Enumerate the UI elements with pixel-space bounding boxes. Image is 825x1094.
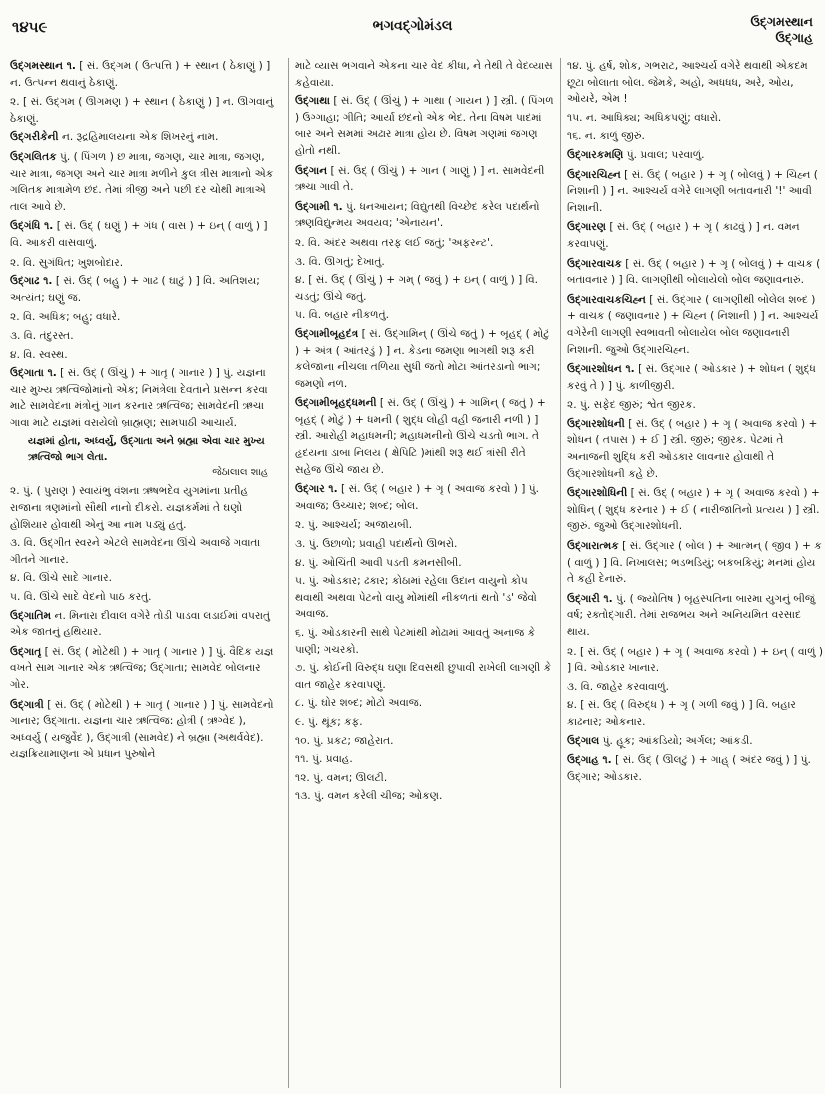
- dictionary-entry: [10, 273, 278, 306]
- definition-text: ૧૦. પું. પ્રકટ; જાહેરાત.: [295, 734, 394, 747]
- definition-text: ૪. [ સં. ઉદ્ ( વિરુદ્ધ ) + ગૃ ( ગળી જવું ) ] વિ. બહાર કાઢનાર; ઓકનાર.: [567, 699, 796, 728]
- definition-text: ૨. વિ. અંદર અથવા તરફ લઈ જતું; 'અફરન્ટ'.: [295, 236, 494, 249]
- dictionary-entry: [10, 697, 278, 763]
- entry-sense: [295, 536, 555, 553]
- dictionary-entry: [567, 147, 823, 164]
- entry-sense: [10, 347, 278, 364]
- definition-text: ૧૧. પું. પ્રવાહ.: [295, 753, 353, 766]
- definition-text: ૩. વિ. ઉદ્ગીત સ્વરને એટલે સામવેદના ઊંચે અવાજે ગવાતા ગીતને ગાનાર.: [10, 537, 261, 566]
- entry-sense: [295, 517, 555, 534]
- definition-text: ૪. પું. ઓચિંતી આવી પડતી કમનસીબી.: [295, 556, 462, 569]
- headword: ઉદ્ગરીકેની: [10, 131, 59, 144]
- definition-text: [ સં. ઉદ્ ( બહાર ) + ગૃ ( બોલવું ) + વાચક ( બતાવનાર ) ] વિ. લાગણીથી બોલાયેલો બોલ જણાવનારું.: [567, 257, 821, 287]
- entry-sense: [567, 697, 823, 730]
- column-1: [10, 58, 278, 1088]
- entry-sense: [295, 714, 555, 731]
- entry-sense: [10, 535, 278, 568]
- headword: ઉદ્ગાલ: [567, 734, 600, 747]
- definition-text: ૪. વિ. ઊંચે સાદે ગાનાર.: [10, 572, 112, 585]
- headword: ઉદ્ગારકમણિ: [567, 148, 624, 161]
- entry-sense: [567, 397, 823, 414]
- definition-text: [ સં. ઉદ્ ( બહાર ) + ગૃ ( બોલવું ) + ચિહ્ન ( નિશાની ) ] ન. આશ્ચર્ય વગેરે લાગણી બતાવનારી '!' આવી નિશાની.: [567, 168, 818, 214]
- definition-text: ૨. વિ. અધિક; બહુ; વધારે.: [10, 311, 121, 324]
- definition-text: [ સં. ઉદ્ ( ઊલટું ) + ગાહ્ ( અંદર જવું ) ] પું. ઉદ્ગાર; ઓડકાર.: [567, 754, 811, 783]
- headword: ઉદ્ગામીબૃહદ્ધમની: [295, 397, 377, 410]
- entry-sense: [295, 573, 555, 623]
- headword: ઉદ્ગંધિ ૧.: [10, 220, 54, 233]
- definition-text: [ સં. ઉદ્ગામિન્ ( ઊંચે જતું ) + બૃહદ્ ( મોટું ) + અંત્ર ( આંતરડું ) ] ન. કેડના જમણા ભાગથી શરૂ કરી કલેજાના નીચલા તળિયા સુધી જતો મોટા આંતરડાનો ભાગ; જમણો નળ.: [295, 327, 550, 390]
- headword: ઉદ્ગારી ૧.: [567, 592, 613, 605]
- definition-text: ૫. પું. ઓડકાર; ઢકાર; કોઠામાં રહેલા ઉદાન વાયુનો કોપ થવાથી અથવા પેટનો વાયુ મોંમાંથી નીકળતાં થતો 'ડ' જેવો અવાજ.: [295, 575, 537, 621]
- dictionary-entry: [10, 129, 278, 146]
- entry-sense: [567, 58, 823, 108]
- column-3: [560, 58, 823, 1088]
- entry-sense: [567, 679, 823, 696]
- dictionary-entry: [567, 256, 823, 289]
- definition-text: [ સં. ઉદ્ ( બહાર ) + ગૃ ( અવાજ કરવો ) + શોધિન્ ( શુદ્ધ કરનાર ) + ઈ ( નારીજાતિનો પ્રત્યય ) ] સ્ત્રી. જીરું. જુઓ ઉદ્ગારશોધની.: [567, 487, 820, 533]
- definition-text: ૩. વિ. ઊગતું; દેખાતું.: [295, 255, 385, 268]
- headword: ઉદ્ગાહ ૧.: [567, 754, 612, 767]
- definition-text: ૧૬. ન. કાળું જીરું.: [567, 130, 645, 143]
- definition-text: ૧૩. પું. વમન કરેલી ચીજ; ઓકણ.: [295, 790, 443, 803]
- entry-sense: [295, 751, 555, 768]
- definition-text: પું. ( પિંગળ ) છ માત્રા, જગણ, ચાર માત્રા, જગણ, ચાર માત્રા, જગણ અને ચાર માત્રા મળીને કુલ ત્રીસ માત્રાનો એક ગલિતક માત્રામેળ છંદ. તેમાં ત્રીજી અને પછી દર ચોથી માત્રાએ તાલ આવે છે.: [10, 150, 274, 213]
- definition-text: ૧૨. પું. વમન; ઊલટી.: [295, 771, 388, 784]
- headword: ઉદ્ગારવાચકચિહ્ન: [567, 293, 646, 306]
- headword: ઉદ્ગામીબૃહદંત્ર: [295, 327, 359, 340]
- dictionary-entry: [567, 416, 823, 482]
- definition-text: [ સં. ઉદ્ ( મોટેથી ) + ગાતૃ ( ગાનાર ) ] પું. સામવેદનો ગાનાર; ઉદ્ગાતા. યજ્ઞના ચાર ઋત્વિજ: હોત્રી ( ઋગ્વેદ ), અધ્વર્યુ ( યજુર્વેદ ), ઉદ્ગાત્રી (સામવેદ) ને બ્રહ્મા (અથર્વવેદ). યજ્ઞક્રિયામાણના એ પ્રધાન પુરુષોને: [10, 698, 274, 761]
- entry-sense: [295, 272, 555, 305]
- headword: ઉદ્ગામી ૧.: [295, 200, 343, 213]
- definition-text: [ સં. ઉદ્ ( ઊંચું ) + ગાથા ( ગાયન ) ] સ્ત્રી. ( પિંગળ ) ઉગ્ગાહા; ગીતિ; આર્યા છંદનો એક ભેદ. તેના વિષમ પાદમાં બાર અને સમમાં અઢાર માત્રા હોય છે. વિષમ ગણમાં જગણ હોતો નથી.: [295, 95, 554, 157]
- definition-text: [ સં. ઉદ્ ( બહાર ) + ગૃ ( અવાજ કરવો ) ] પું. અવાજ; ઉચ્ચાર; શબ્દ; બોલ.: [295, 483, 540, 512]
- headword: ઉદ્ગારણ: [567, 221, 606, 234]
- dictionary-entry: [567, 219, 823, 252]
- definition-text: [ સં. ઉદ્ ( ઊંચું ) + ગાન ( ગાણું ) ] ન. સામવેદની ઋચા ગાવી તે.: [295, 164, 545, 194]
- dictionary-entry: [567, 591, 823, 641]
- definition-text: ૨. વિ. સુગંધિત; ખુશબોદાર.: [10, 256, 124, 269]
- headword: ઉદ્ગારશોધની: [567, 417, 625, 430]
- definition-text: ૨. પું. ( પુરાણ ) સ્વાયંભુ વંશના ઋષભદેવ યુગમાંના પ્રતીહ રાજાના ત્રણમાંનો સૌથી નાનો દીકરો. યજ્ઞકર્મમાં તે ઘણો હોશિયાર હોવાથી એનું આ નામ પડ્યું હતું.: [10, 485, 249, 531]
- headword: ઉદ્ગાતા ૧.: [10, 367, 57, 380]
- headword: ઉદ્ગારશોધન ૧.: [567, 363, 635, 376]
- entry-sense: [567, 644, 823, 677]
- citation-author: જેઠાલાલ શાહ: [212, 467, 268, 479]
- definition-text: ૧૪. પું. હર્ષ, શોક, ગભરાટ, આશ્ચર્ય વગેરે થવાથી એકદમ છૂટા બોલાતા બોલ. જેમકે, અહો, અધધધ, અરે, ઓય, ઓયરે, એમ !: [567, 60, 808, 106]
- definition-text: [ સં. ઉદ્ ( બહાર ) + ગૃ ( કાઢવું ) ] ન. વમન કરવાપણું.: [567, 221, 800, 250]
- page-header: [12, 14, 813, 48]
- definition-text: ૨. [ સં. ઉદ્ગમ ( ઊગમણ ) + સ્થાન ( ઠેકાણું ) ] ન. ઊગવાનું ઠેકાણું.: [10, 96, 274, 125]
- definition-text: પું. હૂક; આંકડિયો; અર્ગલ; આંકડી.: [602, 734, 753, 747]
- entry-sense: [295, 695, 555, 712]
- dictionary-entry: [295, 326, 555, 392]
- entry-sense: [295, 788, 555, 805]
- definition-text: માટે વ્યાસ ભગવાને એકના ચાર વેદ કીધા, ને તેથી તે વેદવ્યાસ કહેવાયા.: [295, 60, 553, 89]
- entry-sense: [295, 235, 555, 252]
- definition-text: [ સં. ઉદ્ ( ઊંચું ) + ગામિન્ ( જતું ) + બૃહદ્ ( મોટું ) + ધમની ( શુદ્ધ લોહી વહી જનારી નળી ) ] સ્ત્રી. આરોહી મહાધમની; મહાધમનીનો ઊંચે ચડતો ભાગ. તે હૃદયના ડાબા નિલય ( ક્ષેપિટિ )માંથી શરૂ થઈ ત્રાંસી રીતે સહેજ ઊંચે જાય છે.: [295, 397, 546, 476]
- definition-text: ૫. વિ. ઊંચે સાદે વેદનો પાઠ કરતું.: [10, 591, 152, 604]
- definition-text: [ સં. ઉદ્ગાર ( ઓડકાર ) + શોધન ( શુદ્ધ કરવું તે ) ] પું. કાળીજીરી.: [567, 363, 816, 392]
- definition-text: [ સં. ઉદ્ ( બહુ ) + ગાઢ ( ઘાટું ) ] વિ. અતિશય; અત્યંત; ઘણું જ.: [10, 275, 260, 304]
- entry-sense: [567, 110, 823, 127]
- dictionary-entry: [295, 163, 555, 196]
- headword: ઉદ્ગારવાચક: [567, 257, 622, 270]
- entry-sense: [295, 625, 555, 658]
- entry-sense: [10, 589, 278, 606]
- definition-text: [ સં. ઉદ્ ( બહાર ) + ગૃ ( અવાજ કરવો ) + શોધન ( તપાસ ) + ઈ ] સ્ત્રી. જીરું; જીરક. પેટમાં તે અનાજની શુદ્ધિ કરી ઓડકાર લાવનાર હોવાથી તે ઉદ્ગારશોધની કહે છે.: [567, 417, 818, 480]
- dictionary-entry: [567, 733, 823, 750]
- dictionary-entry: [10, 644, 278, 694]
- entry-sense: [10, 309, 278, 326]
- definition-text: ૨. પું. સફેદ જીરું; શ્વેત જીરક.: [567, 399, 696, 412]
- entry-sense: [567, 128, 823, 145]
- dictionary-entry: [567, 167, 823, 217]
- definition-text: ૨. પું. આશ્ચર્ય; અજાયબી.: [295, 519, 413, 532]
- headword: ઉદ્ગારચિહ્ન: [567, 168, 621, 181]
- entry-sense: [10, 94, 278, 127]
- definition-text: ૮. પું. ઘોર શબ્દ; મોટો અવાજ.: [295, 697, 423, 710]
- definition-text: [ સં. ઉદ્ ( ઘણું ) + ગંધ ( વાસ ) + ઇન્ ( વાળું ) ] વિ. આકરી વાસવાળું.: [10, 220, 268, 249]
- page-title: ભગવદ્ગોમંડલ: [372, 18, 453, 34]
- dictionary-entry: [567, 538, 823, 588]
- entry-sense: [10, 328, 278, 345]
- dictionary-entry: [10, 608, 278, 641]
- entry-sense: [10, 570, 278, 587]
- guide-word-last: ઉદ્ગાહ: [775, 30, 813, 45]
- dictionary-entry: [567, 485, 823, 535]
- guide-words: [750, 14, 813, 46]
- definition-text: ૨. [ સં. ઉદ્ ( બહાર ) + ગૃ ( અવાજ કરવો ) + ઇન્ ( વાળું ) ] વિ. ઓડકાર ખાનાર.: [567, 645, 823, 675]
- dictionary-entry: [10, 149, 278, 215]
- headword: ઉદ્ગાર ૧.: [295, 483, 338, 496]
- definition-text: [ સં. ઉદ્ ( ઊંચું ) + ગાતૃ ( ગાનાર ) ] પું. યજ્ઞના ચાર મુખ્ય ઋત્વિજોમાંનો એક; નિમંત્રેલા દેવતાને પ્રસન્ન કરવા માટે સામવેદના મંત્રોનું ગાન કરનાર ઋત્વિજ; સામવેદની ઋચા ગાવા માટે યજ્ઞમાં વરાયેલો બ્રાહ્મણ; સામપાઠી આચાર્ય.: [10, 367, 268, 429]
- dictionary-entry: [295, 93, 555, 159]
- definition-text: પું. ધનઆયન; વિદ્યુતથી વિચ્છેદ કરેલ પદાર્થનો ઋણવિદ્યુન્મય અવયવ; 'એનાયન'.: [295, 200, 540, 230]
- definition-text: ન. રૂદ્રહિમાલયના એક શિખરનું નામ.: [61, 131, 219, 144]
- headword: ઉદ્ગમસ્થાન ૧.: [10, 60, 76, 72]
- entry-sense: [295, 660, 555, 693]
- definition-text: ન. મિનારા દીવાલ વગેરે તોડી પાડવા લડાઈમાં વપરાતું એક જાતનું હથિયાર.: [10, 609, 271, 639]
- dictionary-entry: [567, 752, 823, 785]
- column-2: [288, 58, 555, 1088]
- definition-text: ૭. પું. કોઈની વિરુદ્ધ ઘણા દિવસથી છુપાવી રાખેલી લાગણી કે વાત જાહેર કરવાપણું.: [295, 662, 552, 691]
- definition-text: ૫. વિ. બહાર નીકળતું.: [295, 309, 389, 322]
- headword: ઉદ્ગારશોધિની: [567, 487, 628, 500]
- entry-sense: [295, 770, 555, 787]
- guide-word-first: ઉદ્ગમસ્થાન: [750, 14, 813, 29]
- headword: ઉદ્ગાતૃ: [10, 645, 42, 658]
- definition-text: ૪. [ સં. ઉદ્ ( ઊંચું ) + ગમ્ ( જવું ) + ઇન્ ( વાળું ) ] વિ. ચડતું; ઊંચે જતું.: [295, 274, 539, 303]
- page-number: ૧૪૫૯: [12, 18, 48, 36]
- definition-text: ૬. પું. ઓડકારની સાથે પેટમાંથી મોઢામાં આવતું અનાજ કે પાણી; ગચરકો.: [295, 627, 536, 656]
- definition-text: ૪. વિ. સ્વસ્થ.: [10, 348, 68, 361]
- dictionary-entry: [295, 395, 555, 478]
- definition-text: ૧૫. ન. આધિક્ય; અધિકપણું; વધારો.: [567, 111, 722, 124]
- definition-text: [ સં. ઉદ્ગાર ( લાગણીથી બોલેલ શબ્દ ) + વાચક ( જણાવનાર ) + ચિહ્ન ( નિશાની ) ] ન. આશ્ચર્ય વગેરેની લાગણી સ્વભાવતી બોલાયેલ બોલ જણાવનારી નિશાની. જુઓ ઉદ્ગારચિહ્ન.: [567, 293, 819, 356]
- entry-sense: [295, 733, 555, 750]
- definition-text: પું. ( જ્યોતિષ ) બૃહસ્પતિના બારમા યુગનું બીજું વર્ષ; રક્તોદ્ગારી. તેમાં રાજભય અને અનિયમિત વરસાદ થાય.: [567, 592, 815, 638]
- dictionary-entry: [567, 292, 823, 358]
- definition-text: ૯. પું. થૂંક; કફ.: [295, 715, 363, 728]
- headword: ઉદ્ગાન: [295, 164, 328, 177]
- dictionary-entry: [567, 361, 823, 394]
- definition-text: ૩. પું. ઉછાળો; પ્રવાહી પદાર્થનો ઊભરો.: [295, 538, 458, 551]
- headword: ઉદ્ગાત્રી: [10, 698, 44, 711]
- entry-sense: [10, 255, 278, 272]
- dictionary-entry: [295, 481, 555, 514]
- entry-sense: [295, 58, 555, 91]
- definition-text: [ સં. ઉદ્ગમ ( ઉત્પત્તિ ) + સ્થાન ( ઠેકાણું ) ] ન. ઉત્પન્ન થવાનું ઠેકાણું.: [10, 60, 271, 89]
- dictionary-entry: [10, 218, 278, 251]
- definition-text: પું. પ્રવાલ; પરવાળું.: [626, 148, 705, 161]
- definition-text: ૩. વિ. જાહેર કરવાવાળું.: [567, 680, 669, 693]
- definition-text: [ સં. ઉદ્ગાર ( બોલ ) + આત્મન્ ( જીવ ) + ક ( વાળું ) ] વિ. નિખાલસ; ભડભડિયું; બકબકિયું; મનમાં હોય તે કહી દેનારું.: [567, 540, 822, 586]
- definition-text: ૩. વિ. તંદુરસ્ત.: [10, 329, 74, 342]
- headword: ઉદ્ગલિતક: [10, 150, 57, 163]
- entry-sense: [295, 555, 555, 572]
- entry-sense: [295, 254, 555, 271]
- headword: ઉદ્ગાતિમ: [10, 609, 52, 622]
- headword: ઉદ્ગાથા: [295, 95, 330, 108]
- dictionary-entry: [10, 58, 278, 91]
- dictionary-entry: [295, 199, 555, 232]
- citation-quote: યજ્ઞમાં હોતા, અધ્વર્યુ, ઉદ્ગાતા અને બ્રહ્મા એવા ચાર મુખ્ય ઋત્વિજો ભાગ લેતા.: [28, 436, 265, 463]
- definition-text: [ સં. ઉદ્ ( મોટેથી ) + ગાતૃ ( ગાનાર ) ] પું. વૈદિક યજ્ઞ વખતે સામ ગાનાર એક ઋત્વિજ; ઉદ્ગાતા; સામવેદ બોલનાર ગોર.: [10, 645, 274, 691]
- entry-sense: [295, 307, 555, 324]
- entry-sense: [10, 483, 278, 533]
- headword: ઉદ્ગારાત્મક: [567, 540, 619, 553]
- dictionary-entry: [10, 365, 278, 431]
- headword: ઉદ્ગાઢ ૧.: [10, 275, 53, 288]
